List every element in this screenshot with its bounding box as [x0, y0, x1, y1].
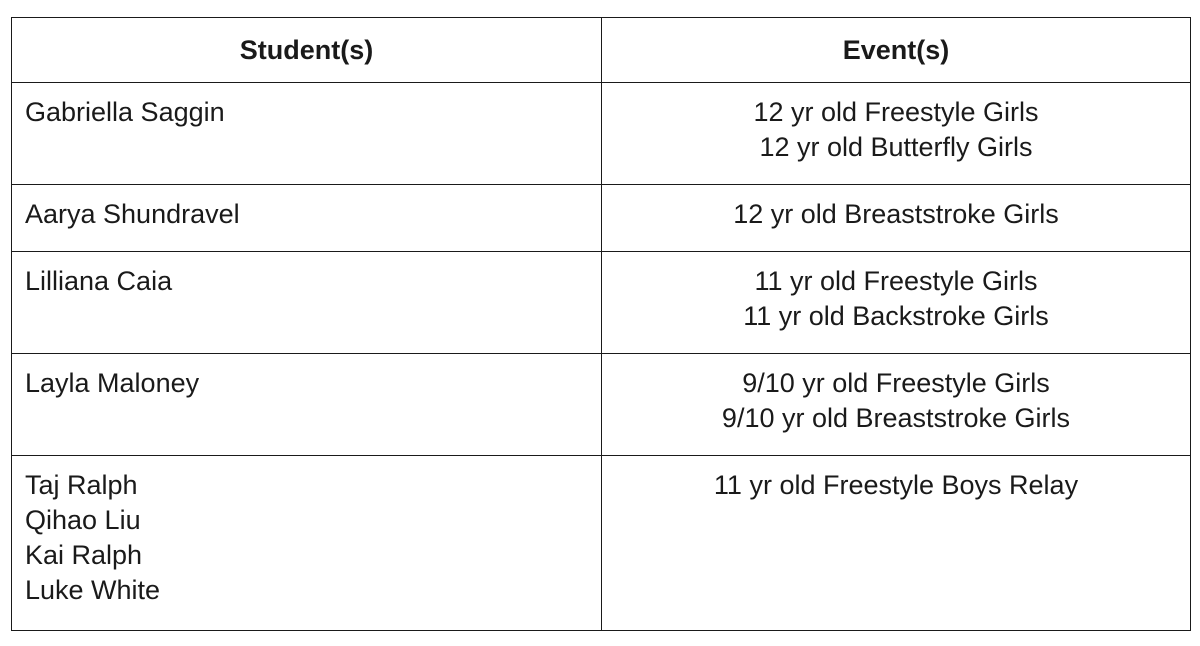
table-row [12, 456, 1191, 631]
student-name: Taj Ralph [25, 470, 138, 500]
event-name: 11 yr old Freestyle Boys Relay [713, 470, 1079, 500]
student-name: Qihao Liu [25, 505, 141, 535]
table-row [12, 354, 1191, 456]
event-name: 9/10 yr old Freestyle Girls [742, 368, 1050, 398]
student-name: Luke White [25, 575, 161, 605]
header-students: Student(s) [12, 18, 602, 83]
student-cell [12, 456, 602, 631]
event-name: 11 yr old Freestyle Girls [754, 266, 1038, 296]
header-events: Event(s) [602, 18, 1191, 83]
event-cell [602, 456, 1191, 631]
student-name: Aarya Shundravel [25, 199, 240, 229]
student-name: Gabriella Saggin [25, 97, 225, 127]
student-cell [12, 354, 602, 456]
event-cell [602, 185, 1191, 252]
event-name: 12 yr old Butterfly Girls [759, 132, 1033, 162]
event-name: 9/10 yr old Breaststroke Girls [721, 403, 1071, 433]
events-table [11, 17, 1191, 631]
event-cell [602, 354, 1191, 456]
event-name: 12 yr old Freestyle Girls [753, 97, 1039, 127]
student-cell [12, 83, 602, 185]
student-cell [12, 252, 602, 354]
table-row [12, 252, 1191, 354]
table-row [12, 185, 1191, 252]
student-cell [12, 185, 602, 252]
table-row [12, 83, 1191, 185]
event-cell [602, 83, 1191, 185]
student-name: Layla Maloney [25, 368, 200, 398]
event-name: 11 yr old Backstroke Girls [743, 301, 1049, 331]
event-cell [602, 252, 1191, 354]
header-row [12, 18, 1191, 83]
student-name: Kai Ralph [25, 540, 143, 570]
student-name: Lilliana Caia [25, 266, 173, 296]
event-name: 12 yr old Breaststroke Girls [733, 199, 1059, 229]
